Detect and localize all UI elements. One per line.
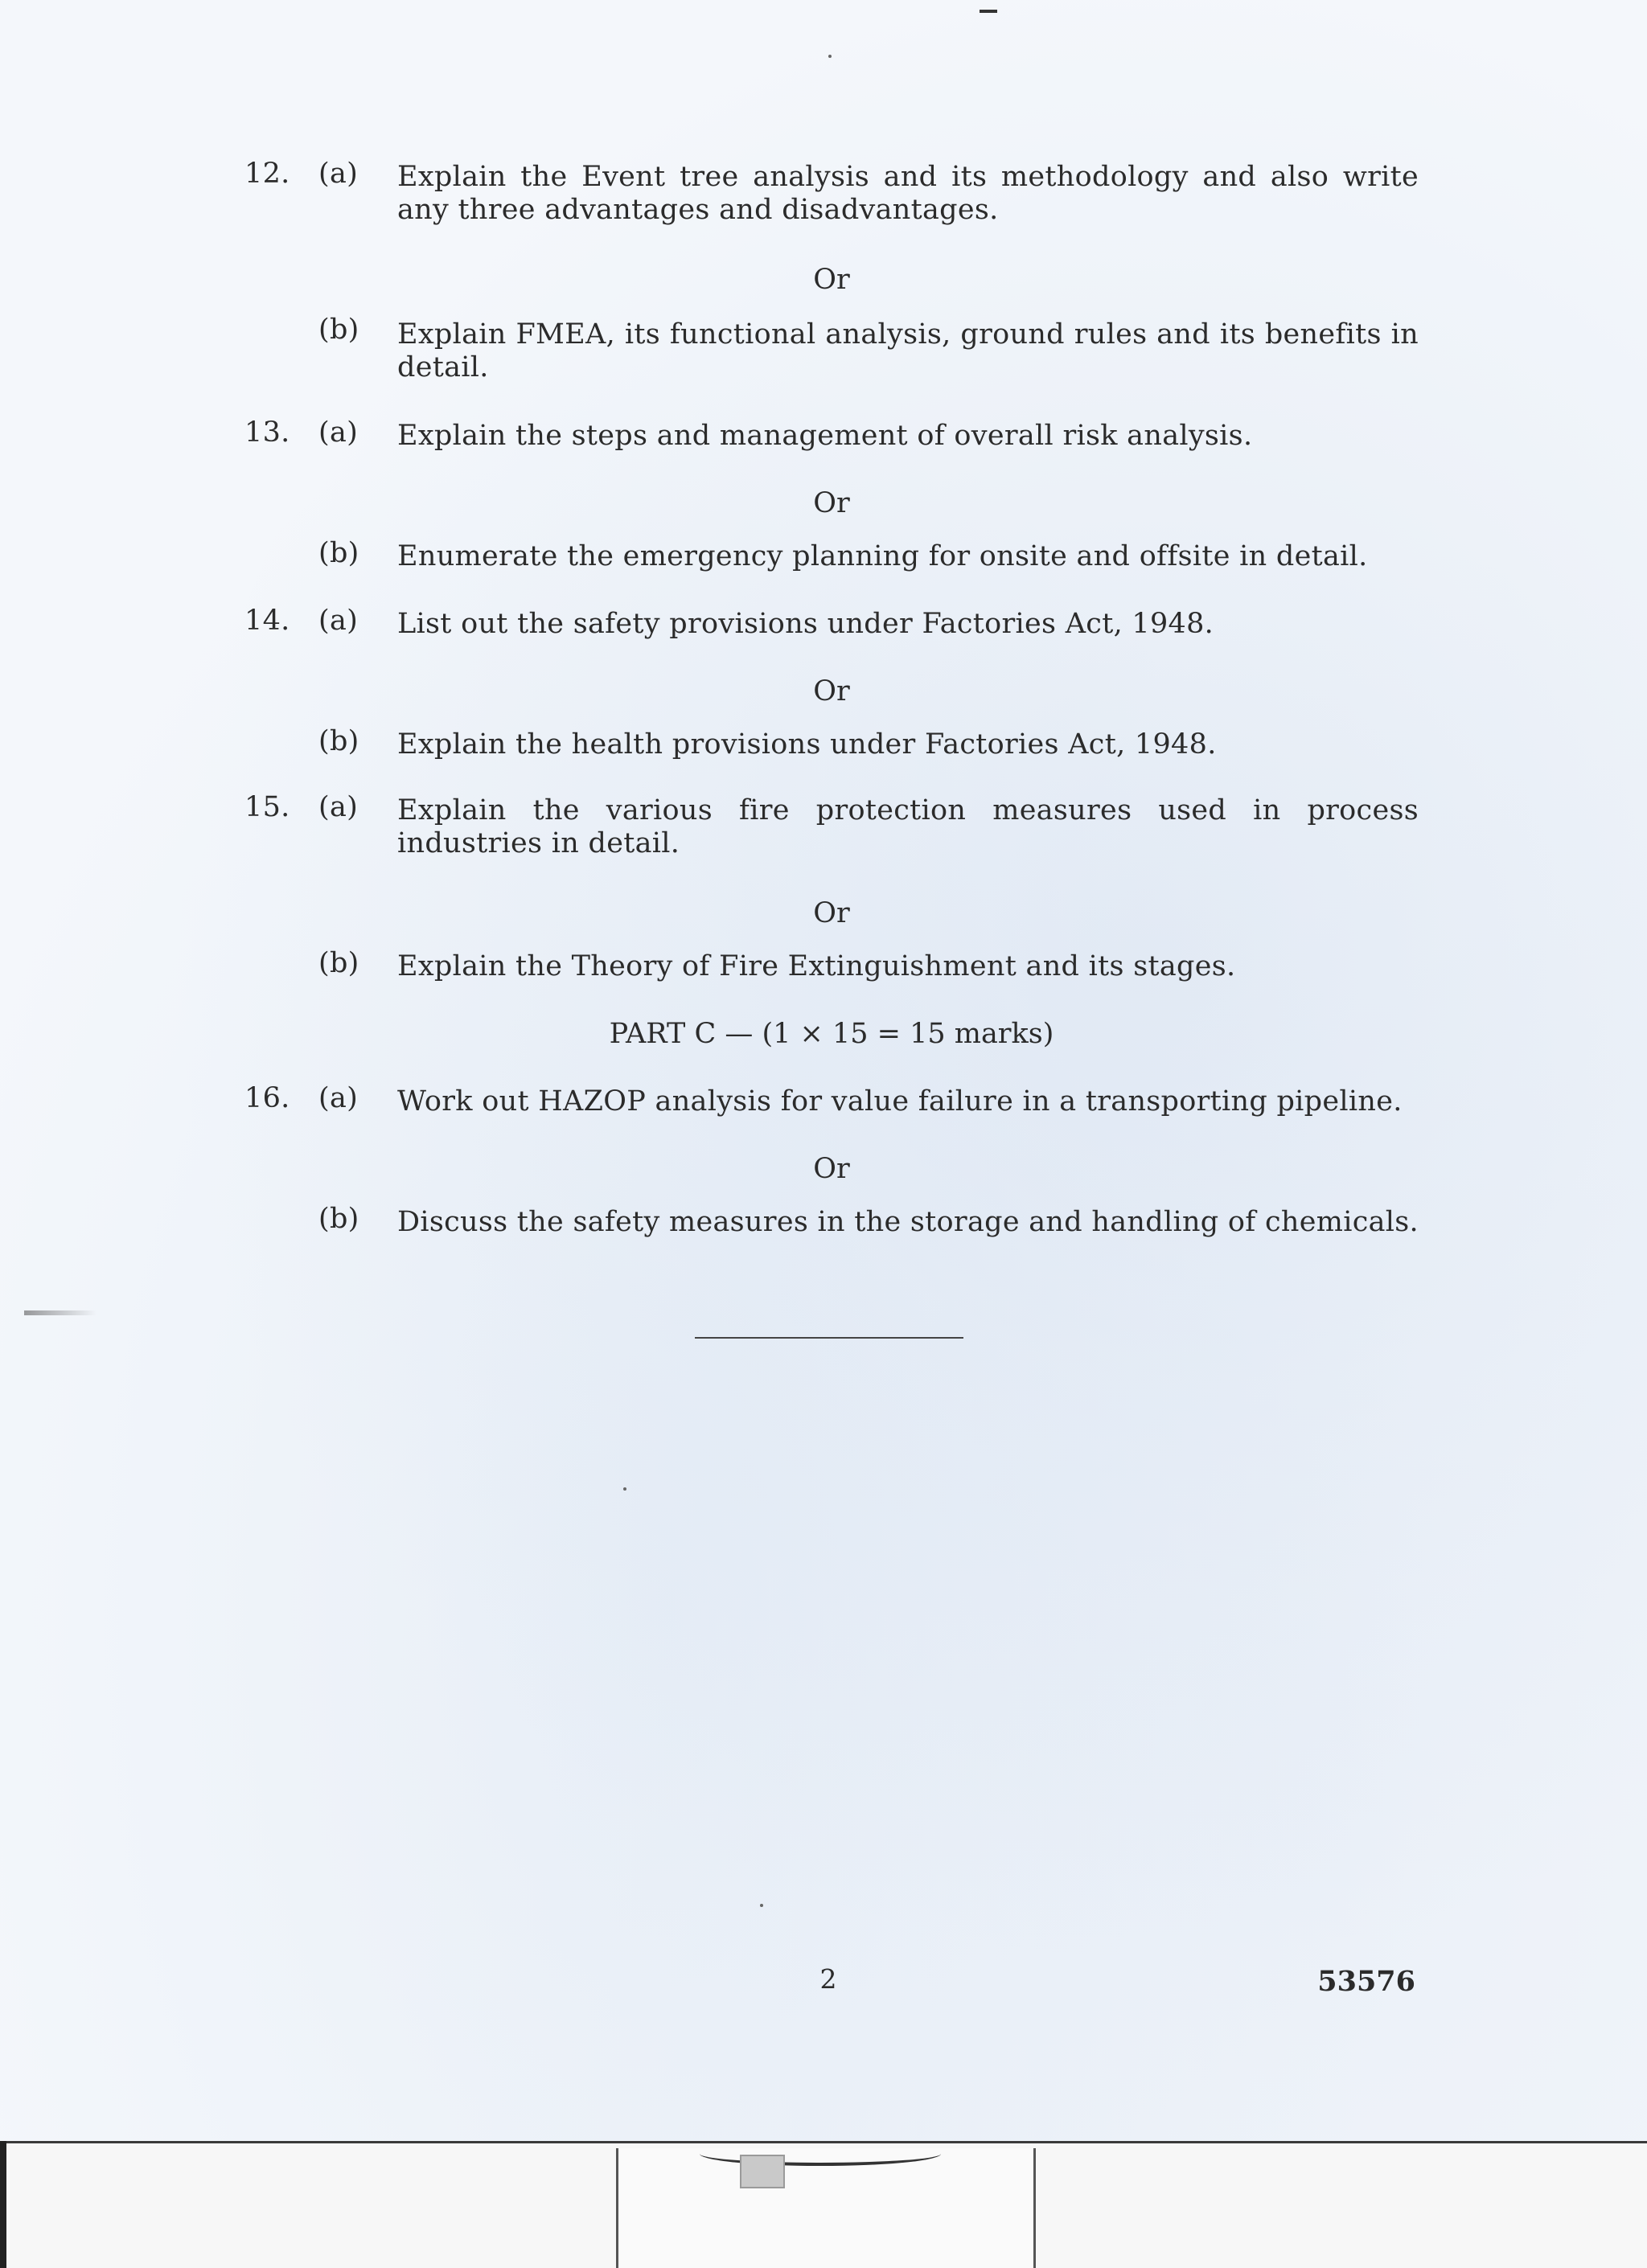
under-page-panel: [616, 2148, 1036, 2268]
question-number: 15.: [244, 791, 290, 823]
question-part-label: (b): [318, 725, 359, 757]
question-part-label: (b): [318, 537, 359, 569]
question-part-label: (a): [318, 158, 359, 190]
paper-code: 53576: [1317, 1965, 1415, 1998]
scan-speck: [828, 55, 832, 58]
binding-arc: [700, 2142, 941, 2166]
or-separator: Or: [813, 897, 850, 929]
scan-smudge: [24, 1310, 97, 1315]
end-of-paper-rule: [695, 1337, 963, 1339]
question-text: Explain the Theory of Fire Extinguishment and its stages.: [397, 950, 1236, 982]
question-part-label: (a): [318, 1082, 359, 1114]
scan-edge-mark: [0, 2141, 6, 2268]
or-separator: Or: [813, 487, 850, 519]
question-part-label: (b): [318, 1203, 359, 1235]
question-part-label: (a): [318, 416, 359, 449]
part-c-heading: PART C — (1 × 15 = 15 marks): [609, 1018, 1054, 1050]
film-strip-icon: [740, 2155, 785, 2188]
scan-speck: [760, 1904, 763, 1907]
question-text: Discuss the safety measures in the storage and handling of chemicals.: [397, 1206, 1419, 1238]
question-text: Explain the Event tree analysis and its methodology and also write any three advantages and disadvantages.: [397, 161, 1419, 226]
or-separator: Or: [813, 675, 850, 707]
question-number: 14.: [244, 605, 290, 637]
scan-mark: [980, 10, 997, 13]
question-part-label: (b): [318, 947, 359, 979]
question-part-label: (a): [318, 605, 359, 637]
question-text: Enumerate the emergency planning for onsite and offsite in detail.: [397, 540, 1368, 572]
question-text: Explain FMEA, its functional analysis, ground rules and its benefits in detail.: [397, 318, 1419, 383]
question-text: Explain the various fire protection measures used in process industries in detail.: [397, 794, 1419, 859]
question-text: Explain the steps and management of overall risk analysis.: [397, 420, 1253, 452]
or-separator: Or: [813, 264, 850, 296]
question-part-label: (a): [318, 791, 359, 823]
page-number: 2: [819, 1963, 837, 1995]
or-separator: Or: [813, 1153, 850, 1185]
question-number: 16.: [244, 1082, 290, 1114]
question-text: Explain the health provisions under Factories Act, 1948.: [397, 728, 1217, 761]
question-part-label: (b): [318, 314, 359, 346]
question-number: 13.: [244, 416, 290, 449]
scan-speck: [623, 1487, 626, 1491]
question-text: Work out HAZOP analysis for value failure in a transporting pipeline.: [397, 1085, 1403, 1118]
question-number: 12.: [244, 158, 290, 190]
question-text: List out the safety provisions under Factories Act, 1948.: [397, 608, 1214, 640]
